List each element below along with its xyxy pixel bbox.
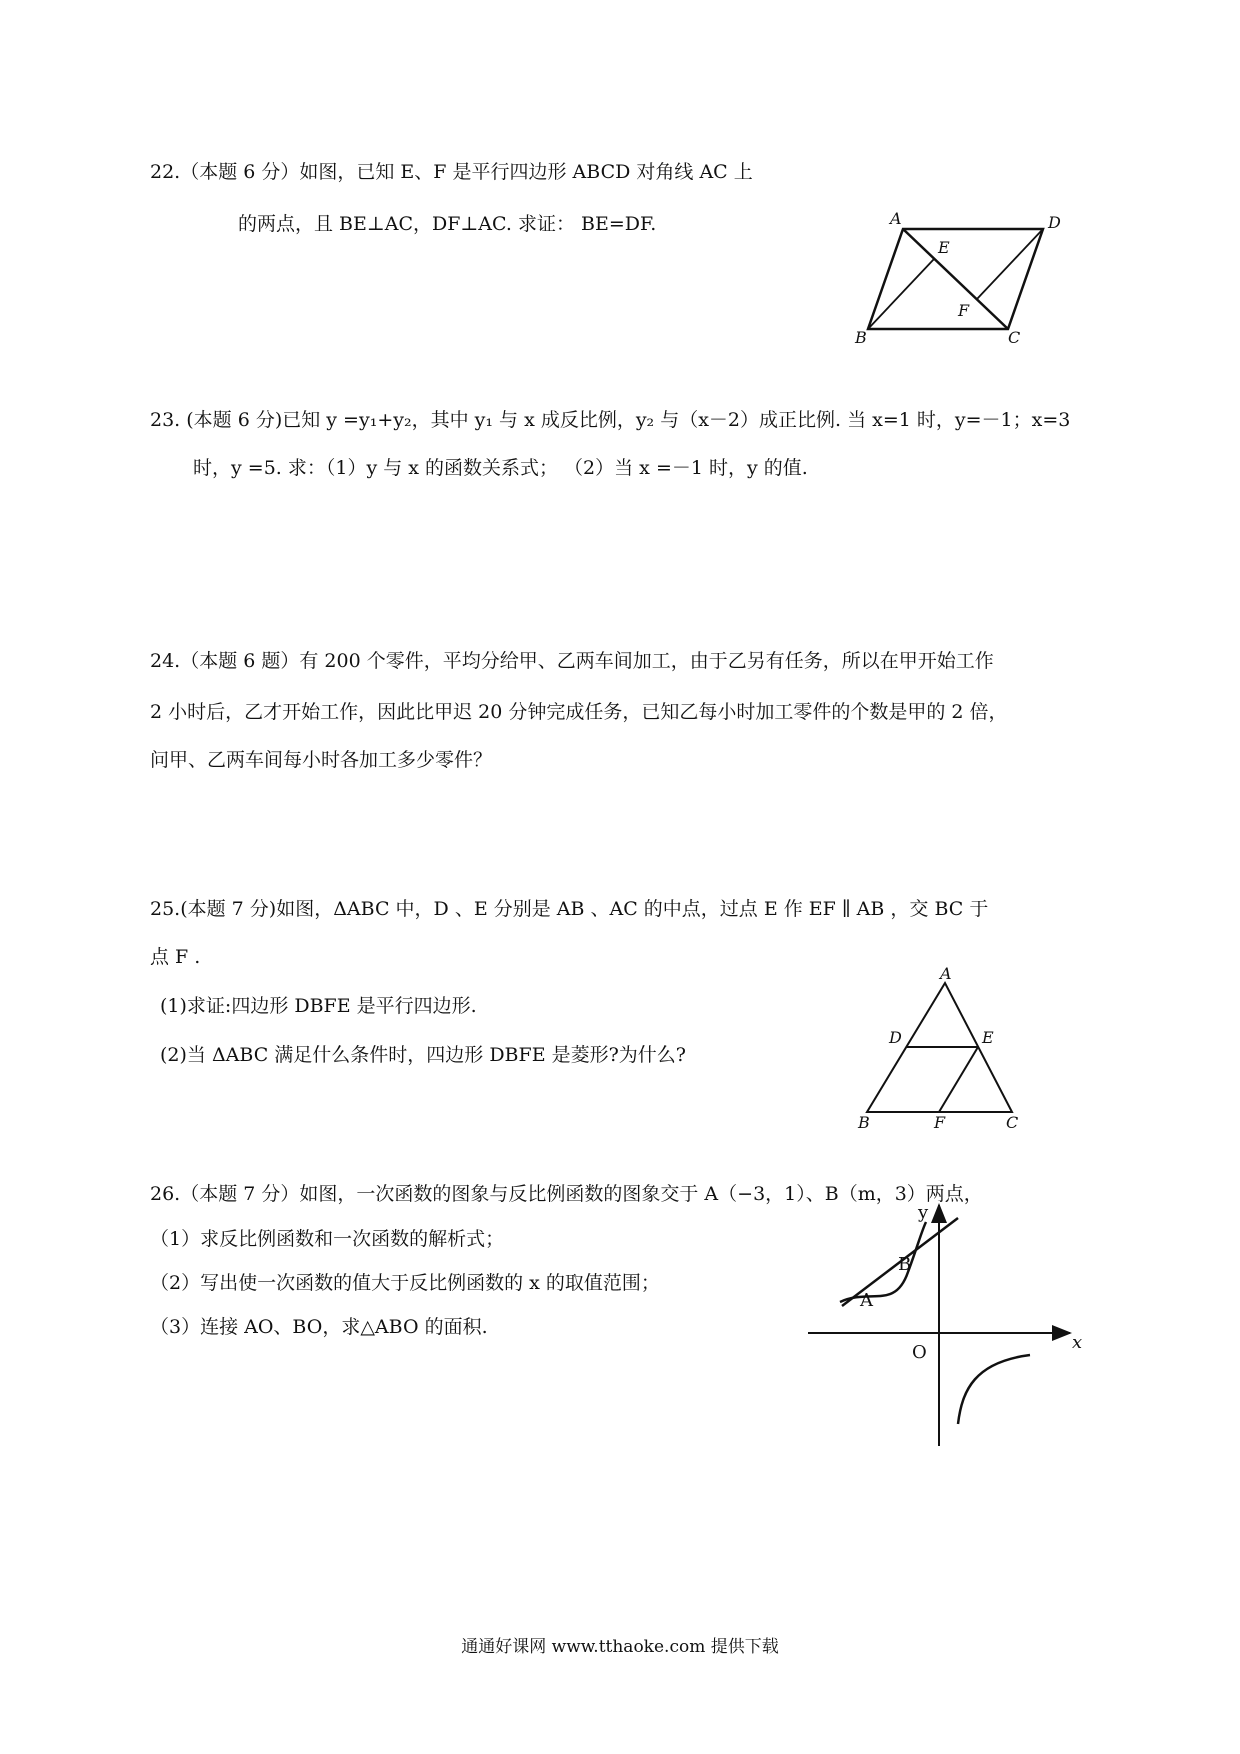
label-e: E — [982, 1028, 994, 1047]
q26-line1: 26.（本题 7 分）如图，一次函数的图象与反比例函数的图象交于 A（−3，1）、B（m，3）两点， — [150, 1183, 983, 1205]
label-e: E — [938, 238, 950, 257]
footer-note: 通通好课网 www.tthaoke.com 提供下载 — [461, 1637, 779, 1657]
label-d: D — [1048, 213, 1061, 232]
q25-line1: 25.(本题 7 分)如图，ΔABC 中，D 、E 分别是 AB 、AC 的中点，过点 E 作 EF ∥ AB ，交 BC 于 — [150, 898, 989, 920]
q23-line1: 23. (本题 6 分)已知 y =y₁+y₂，其中 y₁ 与 x 成反比例，y₂ 与（x－2）成正比例. 当 x=1 时，y=－1；x=3 — [150, 409, 1071, 431]
label-f: F — [958, 301, 970, 320]
label-a: A — [940, 964, 952, 983]
label-a: A — [890, 209, 902, 228]
label-a: A — [860, 1290, 873, 1311]
q24-line2: 2 小时后，乙才开始工作，因此比甲迟 20 分钟完成任务，已知乙每小时加工零件的个数是甲的 2 倍， — [150, 701, 1008, 723]
hyperbola-branch-lower — [958, 1355, 1030, 1424]
q25-line4: (2)当 ΔABC 满足什么条件时，四边形 DBFE 是菱形?为什么? — [160, 1044, 686, 1066]
label-c: C — [1006, 1113, 1019, 1132]
hyperbola-branch-upper — [840, 1222, 926, 1302]
label-o: O — [912, 1342, 927, 1363]
q26-line3: （2）写出使一次函数的值大于反比例函数的 x 的取值范围； — [150, 1272, 660, 1294]
label-f: F — [934, 1113, 946, 1132]
q25-line3: (1)求证:四边形 DBFE 是平行四边形. — [160, 995, 477, 1017]
label-b: B — [898, 1254, 912, 1275]
label-x: x — [1072, 1332, 1083, 1353]
q22-line1: 22.（本题 6 分）如图，已知 E、F 是平行四边形 ABCD 对角线 AC 上 — [150, 161, 753, 183]
label-b: B — [855, 328, 867, 347]
label-d: D — [889, 1028, 902, 1047]
q23-line2: 时，y =5. 求：（1）y 与 x 的函数关系式； （2）当 x =－1 时，y 的值. — [193, 457, 808, 479]
q24-line3: 问甲、乙两车间每小时各加工多少零件？ — [150, 749, 493, 771]
q24-line1: 24.（本题 6 题）有 200 个零件，平均分给甲、乙两车间加工，由于乙另有任务，所以在甲开始工作 — [150, 650, 994, 672]
label-c: C — [1008, 328, 1021, 347]
q26-line4: （3）连接 AO、BO，求△ABO 的面积. — [150, 1316, 488, 1338]
q25-line2: 点 F . — [150, 946, 201, 968]
q26-line2: （1）求反比例函数和一次函数的解析式； — [150, 1228, 505, 1250]
label-b: B — [858, 1113, 870, 1132]
label-y: y — [918, 1202, 929, 1223]
q22-line2: 的两点，且 BE⊥AC，DF⊥AC. 求证： BE=DF. — [238, 213, 657, 235]
